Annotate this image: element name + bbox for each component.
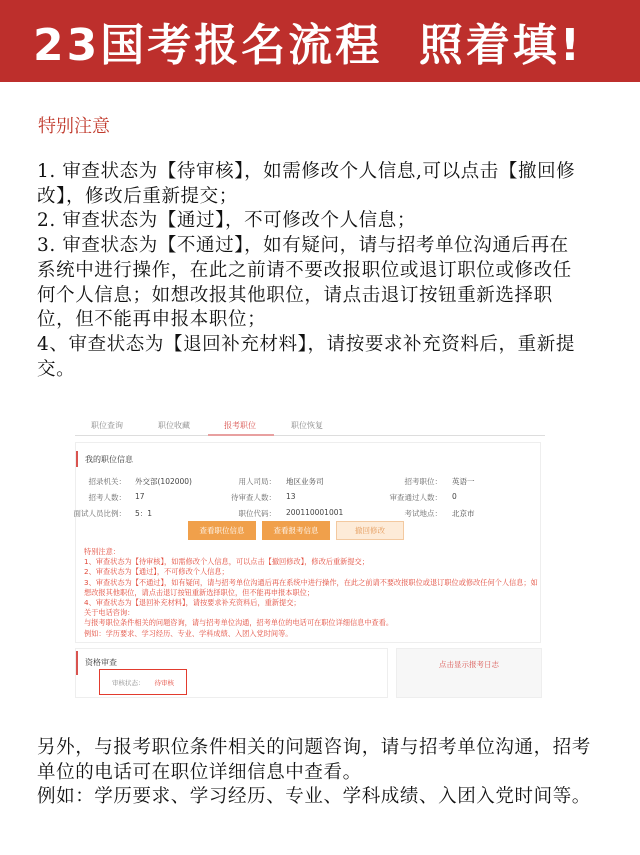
panel-accent (76, 451, 78, 467)
field-label: 待审查人数： (231, 493, 276, 502)
banner-title: 23国考报名流程 照着填! (33, 20, 583, 71)
field-label: 审查通过人数： (389, 493, 442, 502)
application-log-panel (396, 648, 542, 698)
rule-item: 4、审查状态为【退回补充材料】，请按要求补充资料后，重新提交。 (37, 333, 575, 380)
notice-title: 特别注意 (38, 116, 110, 137)
view-job-info-button[interactable]: 查看职位信息 (188, 521, 256, 540)
field-label: 招考职位： (404, 477, 442, 486)
review-title: 资格审查 (85, 658, 117, 667)
note-line: 4、审查状态为【退回补充材料】，请按要求补充资料后，重新提交； (84, 598, 301, 608)
note-line: 3、审查状态为【不通过】，如有疑问，请与招考单位沟通后再在系统中进行操作，在此之前请不要改报职位或退订职位或修改任何个人信息；如想改报其他职位，请点击退订按钮重新选择职位，但不能再申报本职位； (84, 577, 538, 597)
review-status-label: 审核状态： (112, 678, 145, 687)
field-value: 地区业务司 (286, 477, 324, 486)
tab-divider (75, 435, 545, 436)
rule-item: 3. 审查状态为【不通过】，如有疑问，请与招考单位沟通后再在系统中进行操作，在此之前请不要改报职位或退订职位或修改任何个人信息；如想改报其他职位，请点击退订按钮重新选择职位，但不能再申报本职位； (37, 235, 572, 331)
field-label: 用人司局： (238, 477, 276, 486)
footer-paragraph: 另外，与报考职位条件相关的问题咨询，请与招考单位沟通，招考单位的电话可在职位详细信息中查看。 (37, 737, 591, 783)
field-value: 北京市 (452, 509, 475, 518)
qualification-review-panel (75, 648, 388, 698)
rules-list (37, 160, 582, 382)
review-status-box (99, 669, 187, 695)
field-value: 5：1 (135, 509, 153, 518)
job-info-panel (75, 442, 541, 643)
note-line: 特别注意： (84, 547, 120, 556)
note-line: 例如：学历要求、学习经历、专业、学科成绩、入团入党时间等。 (84, 628, 293, 638)
withdraw-edit-button[interactable]: 撤回修改 (336, 521, 404, 540)
show-log-link[interactable]: 点击显示报考日志 (439, 660, 499, 669)
rule-item: 2. 审查状态为【通过】，不可修改个人信息； (37, 210, 416, 232)
embedded-screenshot (70, 410, 570, 710)
review-status-value: 待审核 (154, 678, 174, 687)
field-label: 面试人员比例： (73, 509, 126, 518)
field-value: 外交部(102000) (135, 477, 192, 486)
note-line: 关于电话咨询： (84, 608, 135, 618)
note-line: 与报考职位条件相关的问题咨询，请与招考单位沟通，招考单位的电话可在职位详细信息中查看。 (84, 618, 394, 628)
view-application-info-button[interactable]: 查看报考信息 (262, 521, 330, 540)
field-value: 13 (286, 492, 296, 501)
panel-title: 我的职位信息 (85, 455, 133, 464)
field-label: 考试地点： (404, 509, 442, 518)
tab-job-favorites[interactable]: 职位收藏 (158, 421, 190, 430)
rule-item: 1. 审查状态为【待审核】，如需修改个人信息,可以点击【撤回修改】，修改后重新提交； (37, 161, 576, 207)
note-line: 2、审查状态为【通过】，不可修改个人信息； (84, 567, 229, 577)
note-line: 1、审查状态为【待审核】，如需修改个人信息，可以点击【撤回修改】，修改后重新提交； (84, 557, 369, 567)
field-value: 17 (135, 492, 145, 501)
footer-text (37, 736, 607, 810)
tab-job-search[interactable]: 职位查询 (91, 421, 123, 430)
panel-accent (76, 651, 78, 675)
field-label: 职位代码： (238, 509, 276, 518)
field-value: 英语一 (452, 477, 475, 486)
field-label: 招录机关： (88, 477, 126, 486)
field-value: 200110001001 (286, 508, 344, 517)
active-tab-indicator (208, 434, 274, 436)
footer-paragraph: 例如：学历要求、学习经历、专业、学科成绩、入团入党时间等。 (37, 786, 591, 808)
tab-applied-jobs[interactable]: 报考职位 (224, 421, 256, 430)
page-banner (0, 0, 640, 82)
tab-job-restore[interactable]: 职位恢复 (291, 421, 323, 430)
special-notes (84, 547, 539, 639)
field-label: 招考人数： (88, 493, 126, 502)
field-value: 0 (452, 492, 457, 501)
